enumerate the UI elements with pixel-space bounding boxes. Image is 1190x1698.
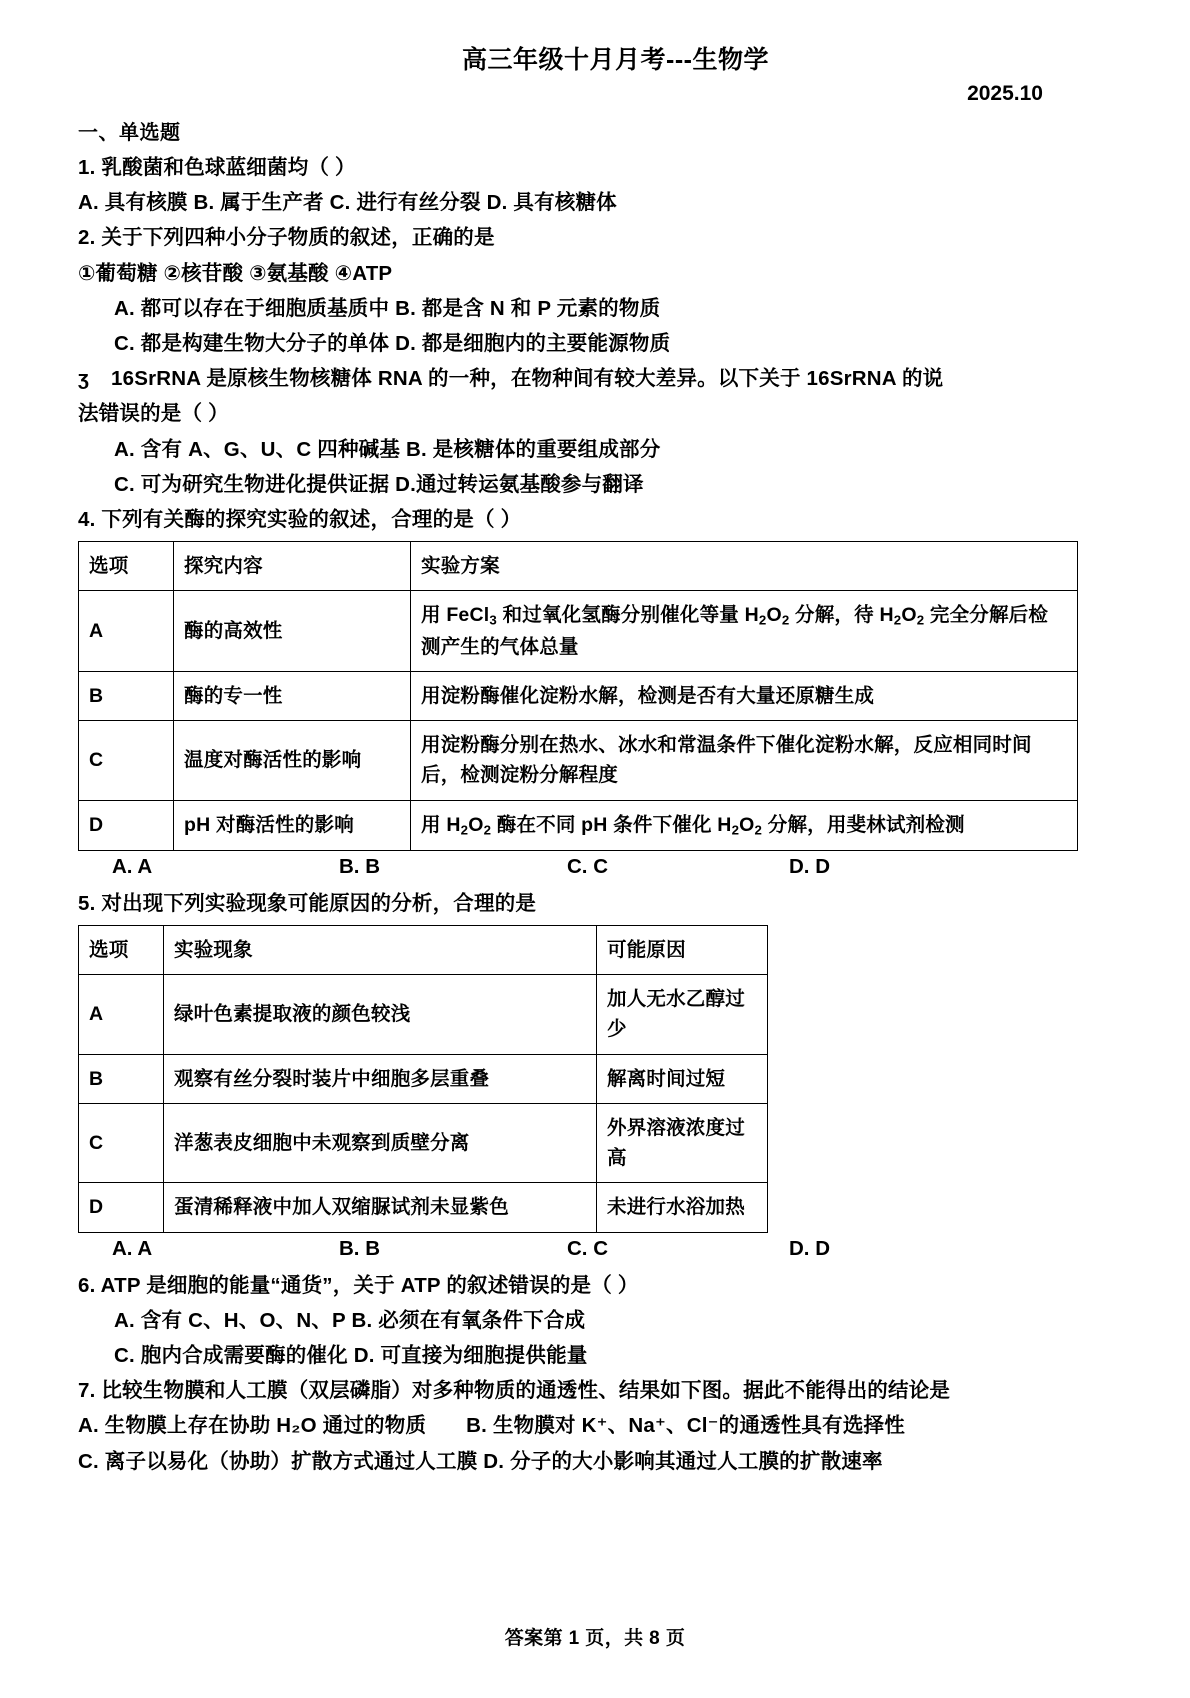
table5-row-b-option: B bbox=[79, 1054, 164, 1103]
question-2-options-cd: C. 都是构建生物大分子的单体 D. 都是细胞内的主要能源物质 bbox=[114, 332, 671, 356]
table-row bbox=[79, 1103, 768, 1182]
question-2-options-ab: A. 都可以存在于细胞质基质中 B. 都是含 N 和 P 元素的物质 bbox=[114, 296, 661, 320]
table4-header-topic: 探究内容 bbox=[174, 542, 411, 591]
table4-header-plan: 实验方案 bbox=[411, 542, 1078, 591]
table5-row-a-option: A bbox=[79, 975, 164, 1054]
table5-row-b-phenomenon: 观察有丝分裂时装片中细胞多层重叠 bbox=[164, 1054, 597, 1103]
question-1-stem: 1. 乳酸菌和色球蓝细菌均（ ） bbox=[78, 156, 356, 179]
table5-header-option: 选项 bbox=[79, 926, 164, 975]
question-4-table bbox=[78, 541, 1078, 851]
question-4-choice-d[interactable]: D. D bbox=[789, 854, 830, 878]
question-5-table bbox=[78, 925, 768, 1233]
question-5-stem: 5. 对出现下列实验现象可能原因的分析，合理的是 bbox=[78, 891, 537, 915]
question-5-answer-choices bbox=[78, 1237, 1113, 1261]
table4-row-b-plan: 用淀粉酶催化淀粉水解，检测是否有大量还原糖生成 bbox=[411, 671, 1078, 720]
table4-row-c-topic: 温度对酶活性的影响 bbox=[174, 721, 411, 800]
table-row bbox=[79, 975, 768, 1054]
question-1-options: A. 具有核膜 B. 属于生产者 C. 进行有丝分裂 D. 具有核糖体 bbox=[78, 191, 617, 215]
question-3-number: ʒ bbox=[78, 367, 89, 391]
table4-row-a-option: A bbox=[79, 591, 174, 671]
question-2-items: ①葡萄糖 ②核苷酸 ③氨基酸 ④ATP bbox=[78, 261, 393, 285]
question-4-stem: 4. 下列有关酶的探究实验的叙述，合理的是（ ） bbox=[78, 508, 522, 532]
question-7-options-ab bbox=[78, 1409, 1113, 1442]
question-7-option-b: B. 生物膜对 K⁺、Na⁺、Cl⁻的通透性具有选择性 bbox=[466, 1414, 905, 1438]
table5-header-cause: 可能原因 bbox=[597, 926, 768, 975]
table5-row-d-phenomenon: 蛋清稀释液中加人双缩脲试剂未显紫色 bbox=[164, 1183, 597, 1232]
question-3-stem-line1: 16SrRNA 是原核生物核糖体 RNA 的一种，在物种间有较大差异。以下关于 16SrRNA 的说 bbox=[111, 367, 944, 391]
question-4-answer-choices bbox=[78, 855, 1113, 879]
table5-row-d-option: D bbox=[79, 1183, 164, 1232]
question-3-options-cd: C. 可为研究生物进化提供证据 D.通过转运氨基酸参与翻译 bbox=[114, 472, 644, 496]
table5-row-a-cause: 加人无水乙醇过少 bbox=[597, 975, 768, 1054]
table-row bbox=[79, 591, 1078, 671]
question-5-choice-d[interactable]: D. D bbox=[789, 1236, 830, 1260]
table4-row-b-topic: 酶的专一性 bbox=[174, 671, 411, 720]
question-6-options-ab: A. 含有 C、H、O、N、P B. 必须在有氧条件下合成 bbox=[114, 1308, 586, 1332]
table-row bbox=[79, 721, 1078, 800]
table-row bbox=[79, 1183, 768, 1232]
table5-row-a-phenomenon: 绿叶色素提取液的颜色较浅 bbox=[164, 975, 597, 1054]
table5-row-d-cause: 未进行水浴加热 bbox=[597, 1183, 768, 1232]
table4-row-b-option: B bbox=[79, 671, 174, 720]
question-2-stem: 2. 关于下列四种小分子物质的叙述，正确的是 bbox=[78, 226, 495, 250]
question-6-options-cd: C. 胞内合成需要酶的催化 D. 可直接为细胞提供能量 bbox=[114, 1343, 588, 1367]
question-4-choice-a[interactable]: A. A bbox=[112, 854, 153, 878]
table5-row-b-cause: 解离时间过短 bbox=[597, 1054, 768, 1103]
table5-row-c-option: C bbox=[79, 1103, 164, 1182]
table4-row-d-topic: pH 对酶活性的影响 bbox=[174, 800, 411, 850]
question-7-option-a: A. 生物膜上存在协助 H₂O 通过的物质 bbox=[78, 1414, 427, 1438]
table4-row-c-plan: 用淀粉酶分别在热水、冰水和常温条件下催化淀粉水解，反应相同时间后，检测淀粉分解程度 bbox=[411, 721, 1078, 800]
question-6-stem: 6. ATP 是细胞的能量“通货”，关于 ATP 的叙述错误的是（ ） bbox=[78, 1273, 639, 1297]
question-7-stem: 7. 比较生物膜和人工膜（双层磷脂）对多种物质的通透性、结果如下图。据此不能得出的结论是 bbox=[78, 1379, 951, 1403]
question-5-choice-c[interactable]: C. C bbox=[567, 1236, 608, 1260]
question-7-options-cd: C. 离子以易化（协助）扩散方式通过人工膜 D. 分子的大小影响其通过人工膜的扩散速率 bbox=[78, 1449, 883, 1473]
page-footer: 答案第 1 页，共 8 页 bbox=[504, 1628, 686, 1649]
exam-date: 2025.10 bbox=[967, 82, 1043, 105]
table-row bbox=[79, 671, 1078, 720]
table-header-row bbox=[79, 926, 768, 975]
table-row bbox=[79, 800, 1078, 850]
table5-row-c-cause: 外界溶液浓度过高 bbox=[597, 1103, 768, 1182]
question-3-stem bbox=[78, 362, 1113, 395]
question-4-choice-b[interactable]: B. B bbox=[339, 854, 380, 878]
table4-row-d-option: D bbox=[79, 800, 174, 850]
page-title: 高三年级十月月考---生物学 bbox=[462, 46, 769, 74]
section-heading: 一、单选题 bbox=[78, 122, 181, 144]
table5-header-phenomenon: 实验现象 bbox=[164, 926, 597, 975]
question-5-choice-b[interactable]: B. B bbox=[339, 1236, 380, 1260]
table4-row-a-topic: 酶的高效性 bbox=[174, 591, 411, 671]
question-3-stem-line2: 法错误的是（ ） bbox=[78, 402, 229, 426]
question-4-choice-c[interactable]: C. C bbox=[567, 854, 608, 878]
table-header-row bbox=[79, 542, 1078, 591]
table4-row-c-option: C bbox=[79, 721, 174, 800]
question-5-choice-a[interactable]: A. A bbox=[112, 1236, 153, 1260]
page-content bbox=[78, 40, 1113, 1480]
table-row bbox=[79, 1054, 768, 1103]
table4-row-d-plan: 用 $H_2O_2$ 酶在不同 pH 条件下催化 $H_2O_2$ 分解，用斐林试剂检测 bbox=[411, 800, 1078, 850]
table4-row-a-plan: 用 FeCl$_3$ 和过氧化氢酶分别催化等量 $H_2O_2$ 分解，待 $H_2O_2$ 完全分解后检测产生的气体总量 bbox=[411, 591, 1078, 671]
table4-header-option: 选项 bbox=[79, 542, 174, 591]
question-3-options-ab: A. 含有 A、G、U、C 四种碱基 B. 是核糖体的重要组成部分 bbox=[114, 437, 661, 461]
table5-row-c-phenomenon: 洋葱表皮细胞中未观察到质壁分离 bbox=[164, 1103, 597, 1182]
